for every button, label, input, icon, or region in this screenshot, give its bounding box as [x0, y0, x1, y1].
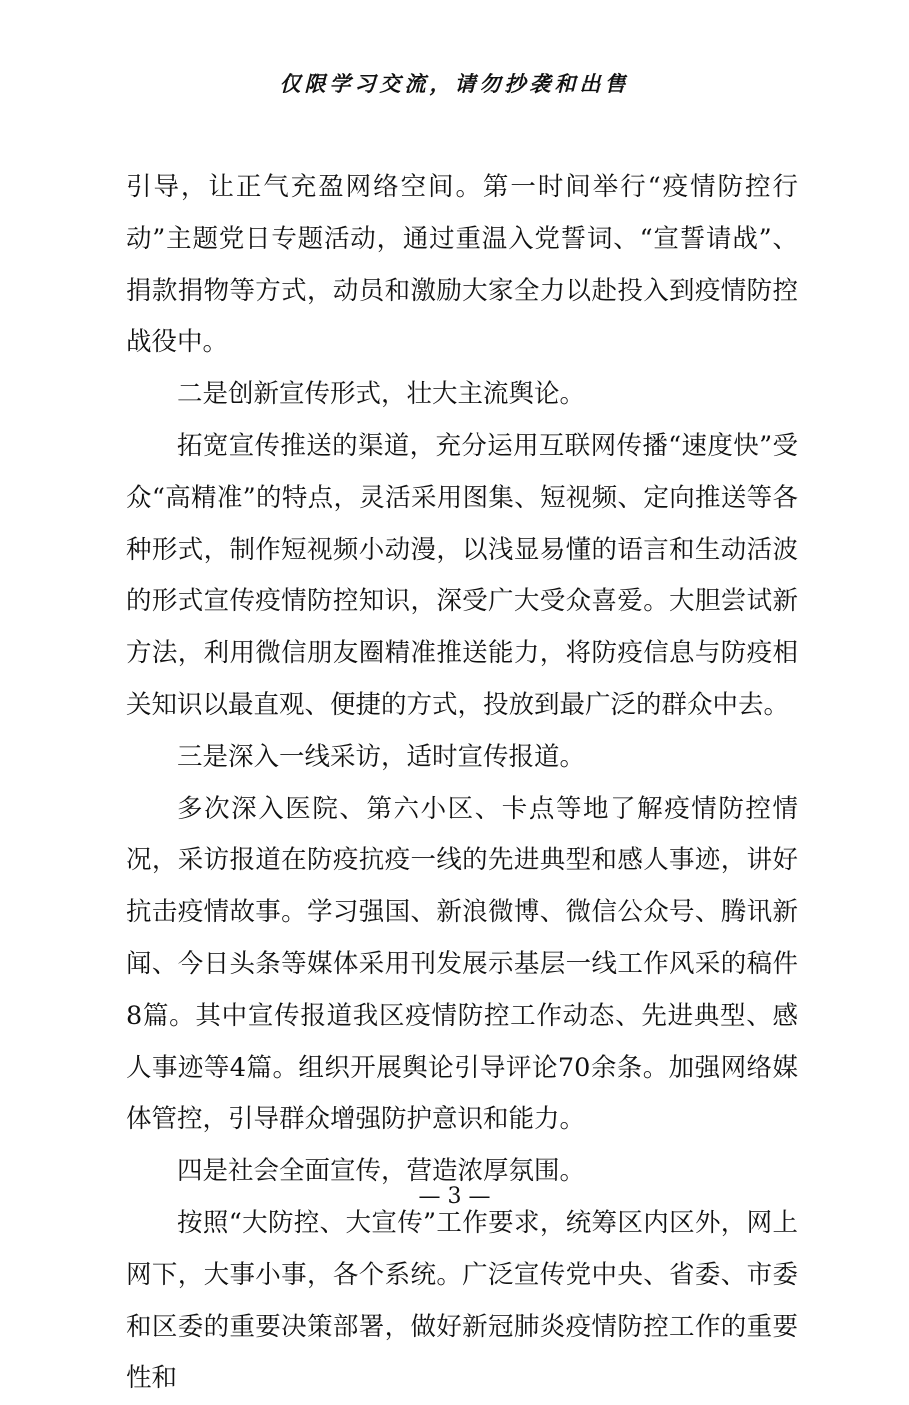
paragraph-continued: 引导，让正气充盈网络空间。第一时间举行“疫情防控行动”主题党日专题活动，通过重温入党誓词、“宣誓请战”、捐款捐物等方式，动员和激励大家全力以赴投入到疫情防控战役中。 — [126, 172, 798, 358]
section-heading-4: 四是社会全面宣传，营造浓厚氛围。 — [177, 1156, 586, 1187]
section-heading-2: 二是创新宣传形式，壮大主流舆论。 — [177, 379, 586, 410]
paragraph-body: 按照“大防控、大宣传”工作要求，统筹区内区外，网上网下，大事小事，各个系统。广泛宣传党中央、省委、市委和区委的重要决策部署，做好新冠肺炎疫情防控工作的重要性和 — [126, 1207, 798, 1394]
page-number: — 3 — — [418, 1184, 491, 1209]
copyright-notice-header: 仅限学习交流，请勿抄袭和出售 — [279, 72, 630, 96]
section-heading-3: 三是深入一线采访，适时宣传报道。 — [177, 741, 586, 772]
document-body — [126, 162, 798, 1405]
paragraph-body: 拓宽宣传推送的渠道，充分运用互联网传播“速度快”受众“高精准”的特点，灵活采用图集、短视频、定向推送等各种形式，制作短视频小动漫，以浅显易懂的语言和生动活波的形式宣传疫情防控知识，深受广大受众喜爱。大胆尝试新方法，利用微信朋友圈精准推送能力，将防疫信息与防疫相关知识以最直观、便捷的方式，投放到最广泛的群众中去。 — [126, 430, 798, 720]
paragraph-body: 多次深入医院、第六小区、卡点等地了解疫情防控情况，采访报道在防疫抗疫一线的先进典型和感人事迹，讲好抗击疫情故事。学习强国、新浪微博、微信公众号、腾讯新闻、今日头条等媒体采用刊发展示基层一线工作风采的稿件8篇。其中宣传报道我区疫情防控工作动态、先进典型、感人事迹等4篇。组织开展舆论引导评论70余条。加强网络媒体管控，引导群众增强防护意识和能力。 — [126, 793, 798, 1135]
